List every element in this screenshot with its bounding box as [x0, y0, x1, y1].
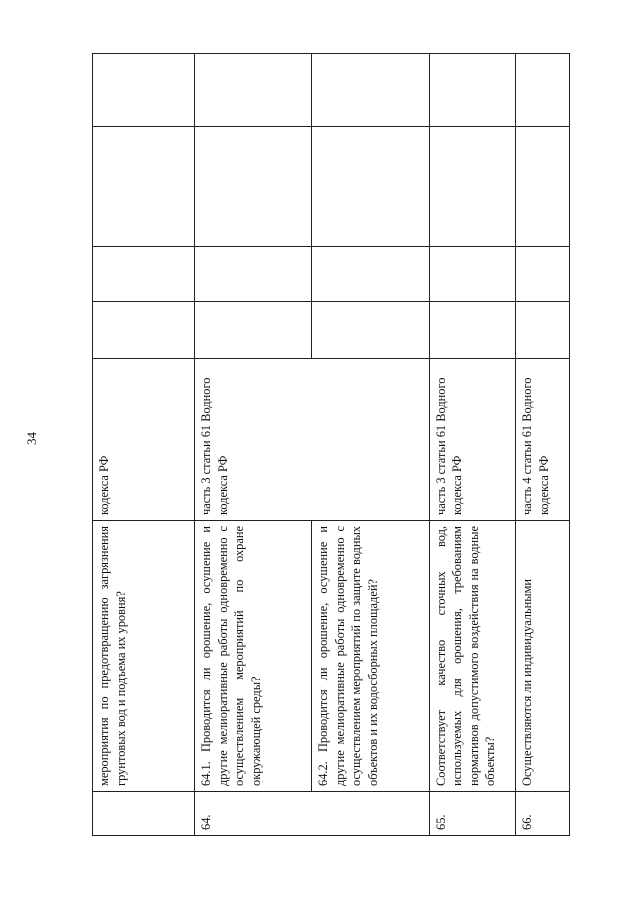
question-cell: мероприятия по предотвращению загрязнения грунтовых вод и подъема их уровня?: [93, 521, 195, 792]
answer-yes-cell: [195, 302, 312, 359]
reference-cell: часть 3 статьи 61 Водного кодекса РФ: [195, 359, 429, 521]
not-applicable-cell: [195, 127, 312, 247]
page-number: 34: [24, 432, 39, 445]
notes-cell: [195, 54, 312, 127]
answer-yes-cell: [516, 302, 570, 359]
not-applicable-cell: [93, 127, 195, 247]
answer-yes-cell: [312, 302, 429, 359]
not-applicable-cell: [516, 127, 570, 247]
not-applicable-cell: [312, 127, 429, 247]
notes-cell: [429, 54, 516, 127]
checklist-table: [92, 53, 570, 836]
reference-cell: часть 3 статьи 61 Водного кодекса РФ: [429, 359, 516, 521]
notes-cell: [516, 54, 570, 127]
table-row: [195, 54, 312, 836]
row-number: 65.: [429, 792, 516, 836]
answer-no-cell: [93, 247, 195, 302]
answer-yes-cell: [429, 302, 516, 359]
answer-no-cell: [516, 247, 570, 302]
table-row: [516, 54, 570, 836]
reference-cell: кодекса РФ: [93, 359, 195, 521]
notes-cell: [93, 54, 195, 127]
notes-cell: [312, 54, 429, 127]
not-applicable-cell: [429, 127, 516, 247]
row-number: [93, 792, 195, 836]
question-cell: Соответствует качество сточных вод, используемых для орошения, требованиям нормативов допустимого воздействия на водные объекты?: [429, 521, 516, 792]
answer-no-cell: [195, 247, 312, 302]
answer-no-cell: [429, 247, 516, 302]
table-row: [429, 54, 516, 836]
rotated-table-container: [92, 54, 570, 836]
question-cell: 64.2. Проводится ли орошение, осушение и другие мелиоративные работы одновременно с осуществлением мероприятий по защите водных объектов и их водосборных площадей?: [312, 521, 429, 792]
row-number: 64.: [195, 792, 429, 836]
reference-cell: часть 4 статьи 61 Водного кодекса РФ: [516, 359, 570, 521]
answer-yes-cell: [93, 302, 195, 359]
answer-no-cell: [312, 247, 429, 302]
table-row: [93, 54, 195, 836]
question-cell: Осуществляются ли индивидуальными: [516, 521, 570, 792]
row-number: 66.: [516, 792, 570, 836]
question-cell: 64.1. Проводится ли орошение, осушение и другие мелиоративные работы одновременно с осуществлением мероприятий по охране окружающей среды?: [195, 521, 312, 792]
